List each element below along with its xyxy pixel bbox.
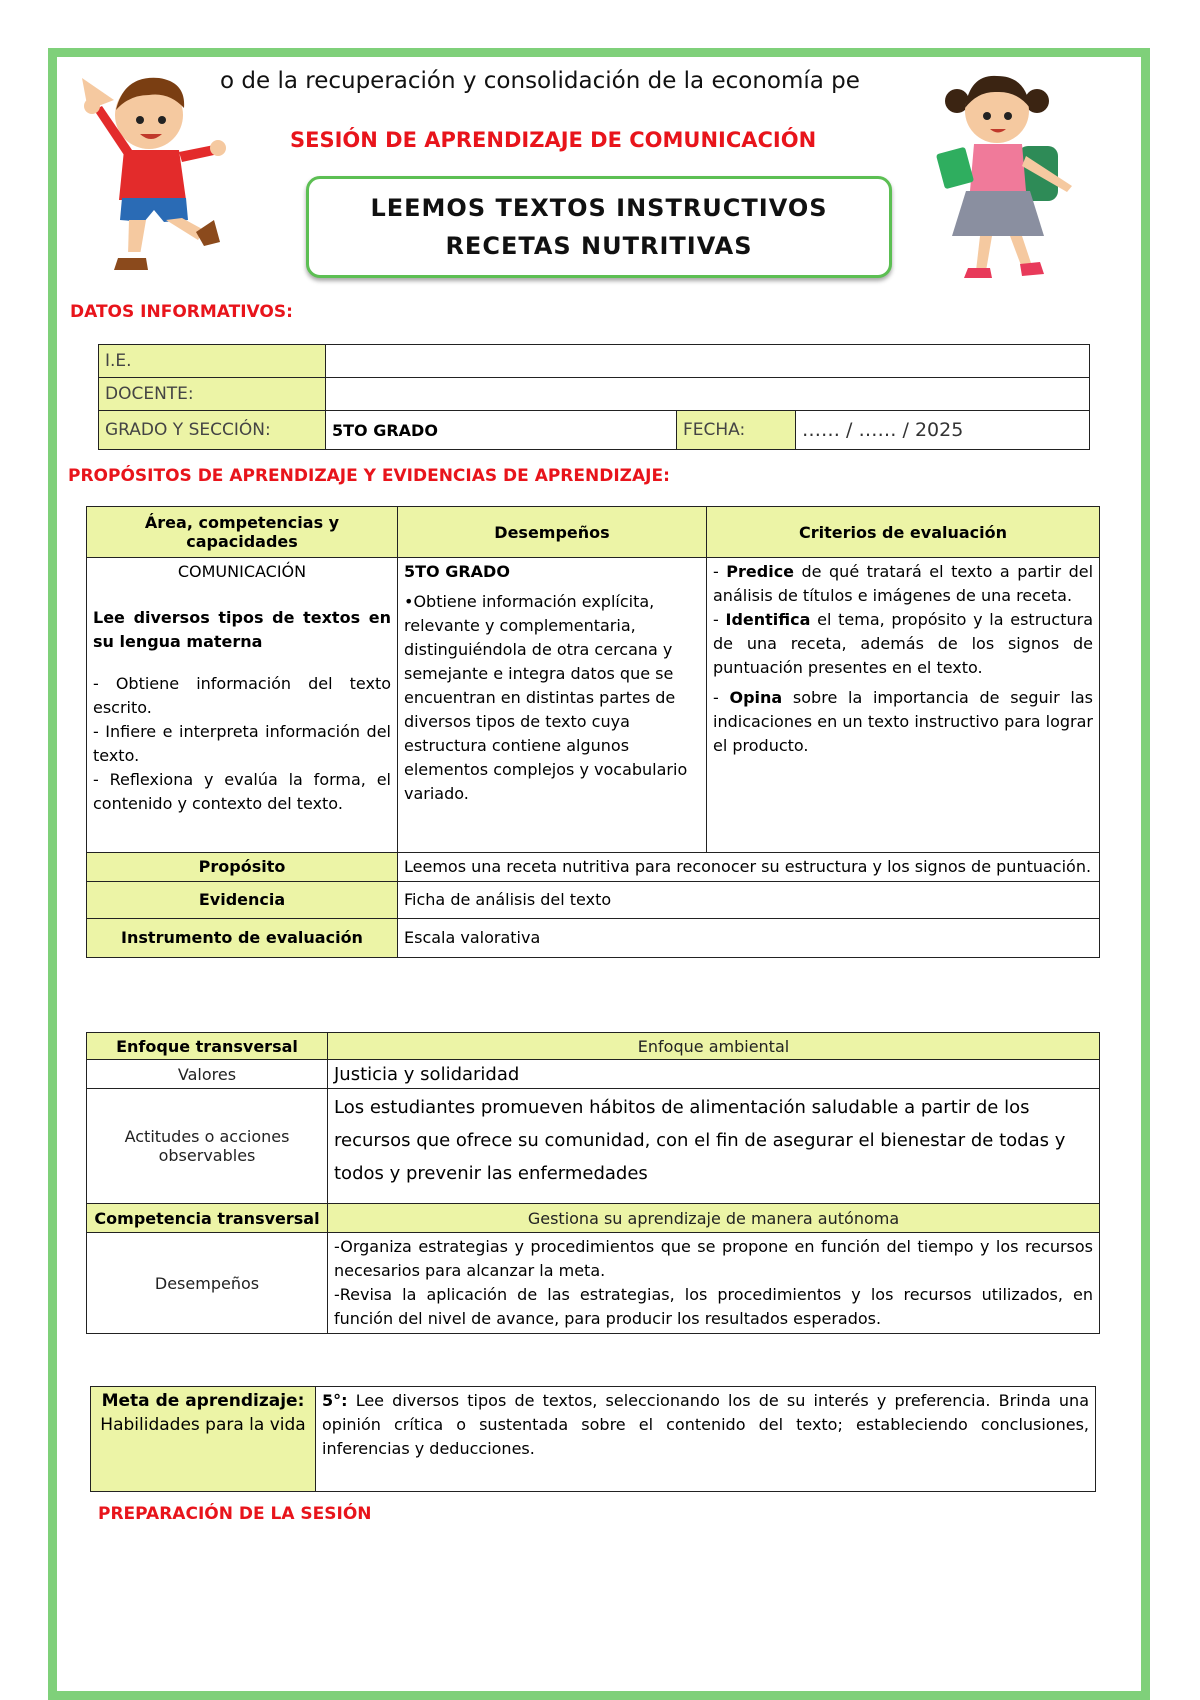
col-header-desempenos: Desempeños bbox=[398, 507, 707, 558]
evidencia-label: Evidencia bbox=[87, 882, 398, 919]
criterios-cell bbox=[707, 558, 1100, 853]
instrumento-value: Escala valorativa bbox=[398, 919, 1100, 958]
meta-label-cell bbox=[91, 1387, 316, 1492]
datos-heading: DATOS INFORMATIVOS: bbox=[70, 302, 293, 322]
title-line-2: RECETAS NUTRITIVAS bbox=[445, 232, 753, 260]
instrumento-label: Instrumento de evaluación bbox=[87, 919, 398, 958]
title-box bbox=[306, 176, 892, 278]
capacidad-2: - Infiere e interpreta información del texto. bbox=[93, 722, 391, 765]
header-banner: o de la recuperación y consolidación de la economía pe bbox=[220, 68, 860, 94]
desempeno-body: Obtiene información explícita, relevante y complementaria, distinguiéndola de otra cercana y semejante e integra datos que se encuentran en distintas partes de diversos tipos de texto cuya estructura contiene algunos elementos complejos y vocabulario variado. bbox=[404, 592, 688, 803]
enfoque-value: Enfoque ambiental bbox=[328, 1033, 1100, 1060]
criterio-1-bold: Predice bbox=[726, 562, 795, 581]
enfoque-table bbox=[86, 1032, 1100, 1334]
desempeno-transversal-1: -Organiza estrategias y procedimientos que se propone en función del tiempo y los recursos necesarios para alcanzar la meta. bbox=[334, 1237, 1093, 1280]
desempeno-text: •Obtiene información explícita, relevante y complementaria, distinguiéndola de otra cercana y semejante e integra datos que se encuentran en distintas partes de diversos tipos de texto cuya estructura contiene algunos elementos complejos y vocabulario variado. bbox=[404, 592, 688, 803]
meta-label: Meta de aprendizaje: bbox=[101, 1391, 305, 1411]
criterio-3-text: sobre la importancia de seguir las indicaciones en un texto instructivo para lograr el producto. bbox=[713, 688, 1093, 755]
criterio-2: - Identifica el tema, propósito y la estructura de una receta, además de los signos de puntuación presentes en el texto. bbox=[713, 610, 1093, 677]
valores-label: Valores bbox=[87, 1060, 328, 1089]
boy-illustration bbox=[74, 70, 234, 290]
desempeno-transversal-2: -Revisa la aplicación de las estrategias, los procedimientos y los recursos utilizados, en función del nivel de avance, para producir los resultados esperados. bbox=[334, 1285, 1093, 1328]
area-name: COMUNICACIÓN bbox=[177, 562, 307, 581]
capacidad-1: - Obtiene información del texto escrito. bbox=[93, 674, 391, 717]
competencia-label: Competencia transversal bbox=[87, 1204, 328, 1233]
fecha-label: FECHA: bbox=[677, 411, 796, 450]
fecha-value: …… / …… / 2025 bbox=[796, 411, 1090, 450]
propositos-table bbox=[86, 506, 1100, 958]
desempeno-cell bbox=[398, 558, 707, 853]
grado-value: 5TO GRADO bbox=[326, 411, 677, 450]
actitudes-label: Actitudes o acciones observables bbox=[87, 1089, 328, 1204]
propositos-heading: PROPÓSITOS DE APRENDIZAJE Y EVIDENCIAS DE APRENDIZAJE: bbox=[68, 466, 670, 486]
proposito-label: Propósito bbox=[87, 853, 398, 882]
ie-value bbox=[326, 345, 1090, 378]
criterio-3: - Opina sobre la importancia de seguir las indicaciones en un texto instructivo para lograr el producto. bbox=[713, 688, 1093, 755]
criterio-2-bold: Identifica bbox=[725, 610, 811, 629]
preparacion-heading: PREPARACIÓN DE LA SESIÓN bbox=[98, 1504, 372, 1524]
criterio-2-text: el tema, propósito y la estructura de una receta, además de los signos de puntuación presentes en el texto. bbox=[713, 610, 1093, 677]
evidencia-value: Ficha de análisis del texto bbox=[398, 882, 1100, 919]
competencia: Lee diversos tipos de textos en su lengua materna bbox=[93, 608, 391, 651]
meta-table bbox=[90, 1386, 1096, 1492]
grado-label-desempeno: 5TO GRADO bbox=[404, 562, 510, 581]
title-line-1: LEEMOS TEXTOS INSTRUCTIVOS bbox=[370, 194, 828, 222]
capacidad-3: - Reflexiona y evalúa la forma, el contenido y contexto del texto. bbox=[93, 770, 391, 813]
meta-sublabel: Habilidades para la vida bbox=[100, 1415, 306, 1435]
meta-text: Lee diversos tipos de textos, seleccionando los de su interés y preferencia. Brinda una opinión crítica o sustentada sobre el contenido del texto; estableciendo conclusiones, inferencias y deducciones. bbox=[322, 1391, 1089, 1458]
criterio-3-bold: Opina bbox=[729, 688, 783, 707]
proposito-value: Leemos una receta nutritiva para reconocer su estructura y los signos de puntuación. bbox=[398, 853, 1100, 882]
ie-label: I.E. bbox=[99, 345, 326, 378]
meta-grade: 5°: bbox=[322, 1391, 348, 1410]
grado-label: GRADO Y SECCIÓN: bbox=[99, 411, 326, 450]
col-header-area: Área, competencias y capacidades bbox=[87, 507, 398, 558]
meta-text-cell bbox=[316, 1387, 1096, 1492]
valores-value: Justicia y solidaridad bbox=[328, 1060, 1100, 1089]
criterio-1-text: de qué tratará el texto a partir del análisis de títulos e imágenes de una receta. bbox=[713, 562, 1094, 605]
girl-illustration bbox=[922, 66, 1092, 286]
datos-table bbox=[98, 344, 1090, 450]
col-header-criterios: Criterios de evaluación bbox=[707, 507, 1100, 558]
desempenos-label: Desempeños bbox=[87, 1233, 328, 1334]
actitudes-value: Los estudiantes promueven hábitos de alimentación saludable a partir de los recursos que ofrece su comunidad, con el fin de asegurar el bienestar de todas y todos y prevenir las enfermedades bbox=[328, 1089, 1100, 1204]
docente-label: DOCENTE: bbox=[99, 378, 326, 411]
desempenos-cell bbox=[328, 1233, 1100, 1334]
criterio-1: - Predice de qué tratará el texto a partir del análisis de títulos e imágenes de una receta. bbox=[713, 562, 1094, 605]
enfoque-label: Enfoque transversal bbox=[87, 1033, 328, 1060]
competencia-value: Gestiona su aprendizaje de manera autónoma bbox=[328, 1204, 1100, 1233]
session-title: SESIÓN DE APRENDIZAJE DE COMUNICACIÓN bbox=[290, 128, 817, 152]
area-cell bbox=[87, 558, 398, 853]
docente-value bbox=[326, 378, 1090, 411]
